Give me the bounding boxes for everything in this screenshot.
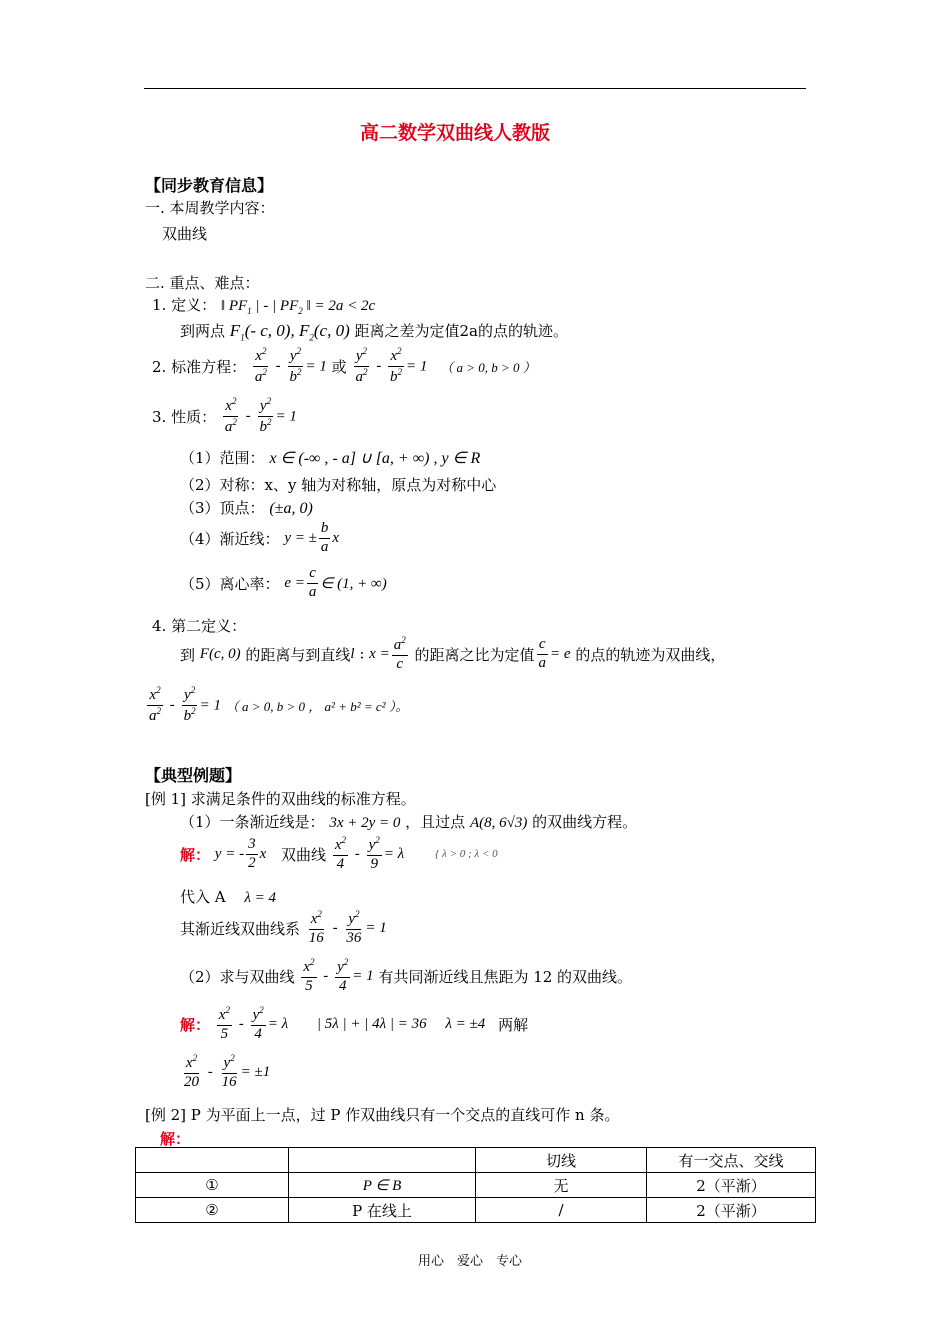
table-cell: 无: [476, 1173, 647, 1198]
keypoints-label: 二. 重点、难点：: [145, 274, 260, 292]
table-header-cell: 有一交点、交线: [647, 1148, 816, 1173]
example-1-answer-2: $\frac{x^2}{20}$ - $\frac{y^2}{16}$ = ±1: [184, 1053, 271, 1090]
standard-or: 或: [331, 357, 347, 376]
example-1-question-1: （1）一条渐近线是： 3x + 2y = 0 ，且过点 A(8, 6√3) 的双曲线方程。: [180, 813, 638, 831]
definition-label: 1. 定义：: [152, 296, 217, 314]
solution-label: 解：: [180, 845, 211, 864]
example-1-solution-1: 解： y = - $\frac{3}{2}$ x 双曲线 $\frac{x^2}{4}$ - $\frac{y^2}{9}$ = λ { λ > 0 ; λ < 0: [180, 835, 498, 872]
example-2: [例 2] P 为平面上一点，过 P 作双曲线只有一个交点的直线可作 n 条。: [145, 1106, 620, 1124]
table-header-cell: 切线: [476, 1148, 647, 1173]
definition-line-2: [180, 320, 568, 342]
table-cell: ①: [136, 1173, 289, 1198]
table-row: [136, 1173, 816, 1198]
definition-suffix: 距离之差为定值2a的点的轨迹。: [354, 322, 569, 340]
table-header-cell: [136, 1148, 289, 1173]
example-1-solution-2: 解： $\frac{x^2}{5}$ - $\frac{y^2}{4}$ = λ | 5λ | + | 4λ | = 36 λ = ±4 两解: [180, 1005, 529, 1042]
second-definition-label: 4. 第二定义：: [152, 617, 247, 635]
table-cell: 2（平渐）: [647, 1198, 816, 1223]
property-asymptote: （4）渐近线： y = ± $\frac{b}{a}$ x: [180, 520, 340, 555]
vertex-formula: (±a, 0): [269, 500, 313, 517]
section-heading-examples: 【典型例题】: [145, 766, 242, 785]
solution-label: 解：: [180, 1015, 211, 1034]
table-cell: 2（平渐）: [647, 1173, 816, 1198]
example-1-substitute: 代入 A λ = 4: [180, 888, 277, 906]
case-brace: { λ > 0 ; λ < 0: [434, 848, 498, 861]
header-rule: [144, 88, 806, 89]
second-definition-condition: （ a > 0, b > 0 ， a² + b² = c² ）。: [225, 698, 409, 714]
definition-line: [152, 294, 375, 316]
example-1-question-2: （2）求与双曲线 $\frac{x^2}{5}$ - $\frac{y^2}{4}$ = 1 有共同渐近线且焦距为 12 的双曲线。: [180, 957, 633, 994]
example-2-table: [135, 1147, 816, 1223]
properties-label: 3. 性质：: [152, 407, 217, 426]
definition-prefix: 到两点: [180, 322, 226, 340]
property-vertex: （3）顶点： (±a, 0): [180, 499, 313, 517]
example-1: [例 1] 求满足条件的双曲线的标准方程。: [145, 790, 416, 808]
page-title: 高二数学双曲线人教版: [360, 122, 551, 144]
table-header-row: [136, 1148, 816, 1173]
content-topic: 双曲线: [162, 225, 208, 243]
property-range: （1）范围： x ∈ (-∞ , - a] ∪ [a, + ∞) , y ∈ R: [180, 449, 481, 467]
table-cell: P ∈ B: [289, 1173, 476, 1198]
table-header-cell: [289, 1148, 476, 1173]
standard-equation: 2. 标准方程： $\frac{x^2}{a^2}$ - $\frac{y^2}{b^2}$ = 1 或 $\frac{y^2}{a^2}$ - $\frac{x^2}{b^2}$ = 1 （ a > 0, b > 0 ）: [152, 346, 536, 385]
example-1-result: 其渐近线双曲线系 $\frac{x^2}{16}$ - $\frac{y^2}{36}$ = 1: [180, 909, 387, 946]
table-cell: /: [476, 1198, 647, 1223]
second-definition-equation: $\frac{x^2}{a^2}$ - $\frac{y^2}{b^2}$ = 1 （ a > 0, b > 0 ， a² + b² = c² ）。: [149, 685, 409, 724]
standard-condition: （ a > 0, b > 0 ）: [440, 359, 536, 375]
table-cell: P 在线上: [289, 1198, 476, 1223]
page-footer: 用心 爱心 专心: [418, 1254, 523, 1269]
properties-equation: 3. 性质： $\frac{x^2}{a^2}$ - $\frac{y^2}{b^2}$ = 1: [152, 396, 297, 435]
solution-label-2: 解：: [160, 1130, 191, 1148]
property-symmetry: （2）对称：x、y 轴为对称轴，原点为对称中心: [180, 476, 497, 494]
table-row: [136, 1198, 816, 1223]
foci-formula: $F_1(-$ c, 0), $F_2(c$, 0): [229, 321, 350, 343]
standard-label: 2. 标准方程：: [152, 357, 247, 376]
second-definition-line: 到 F(c, 0) 的距离与到直线l : x = $\frac{a^2}{c}$ 的距离之比为定值 $\frac{c}{a}$ = e 的点的轨迹为双曲线，: [180, 635, 726, 672]
definition-formula: ‖ $PF_1$ | - | $PF_2$ ‖ = 2a < 2c: [220, 298, 376, 316]
range-formula: x ∈ (-∞ , - a] ∪ [a, + ∞) , y ∈ R: [269, 450, 481, 467]
property-eccentricity: （5）离心率： e = $\frac{c}{a}$ ∈ (1, + ∞): [180, 565, 387, 600]
table-cell: ②: [136, 1198, 289, 1223]
section-heading-info: 【同步教育信息】: [145, 176, 274, 195]
content-label: 一. 本周教学内容：: [145, 199, 275, 217]
